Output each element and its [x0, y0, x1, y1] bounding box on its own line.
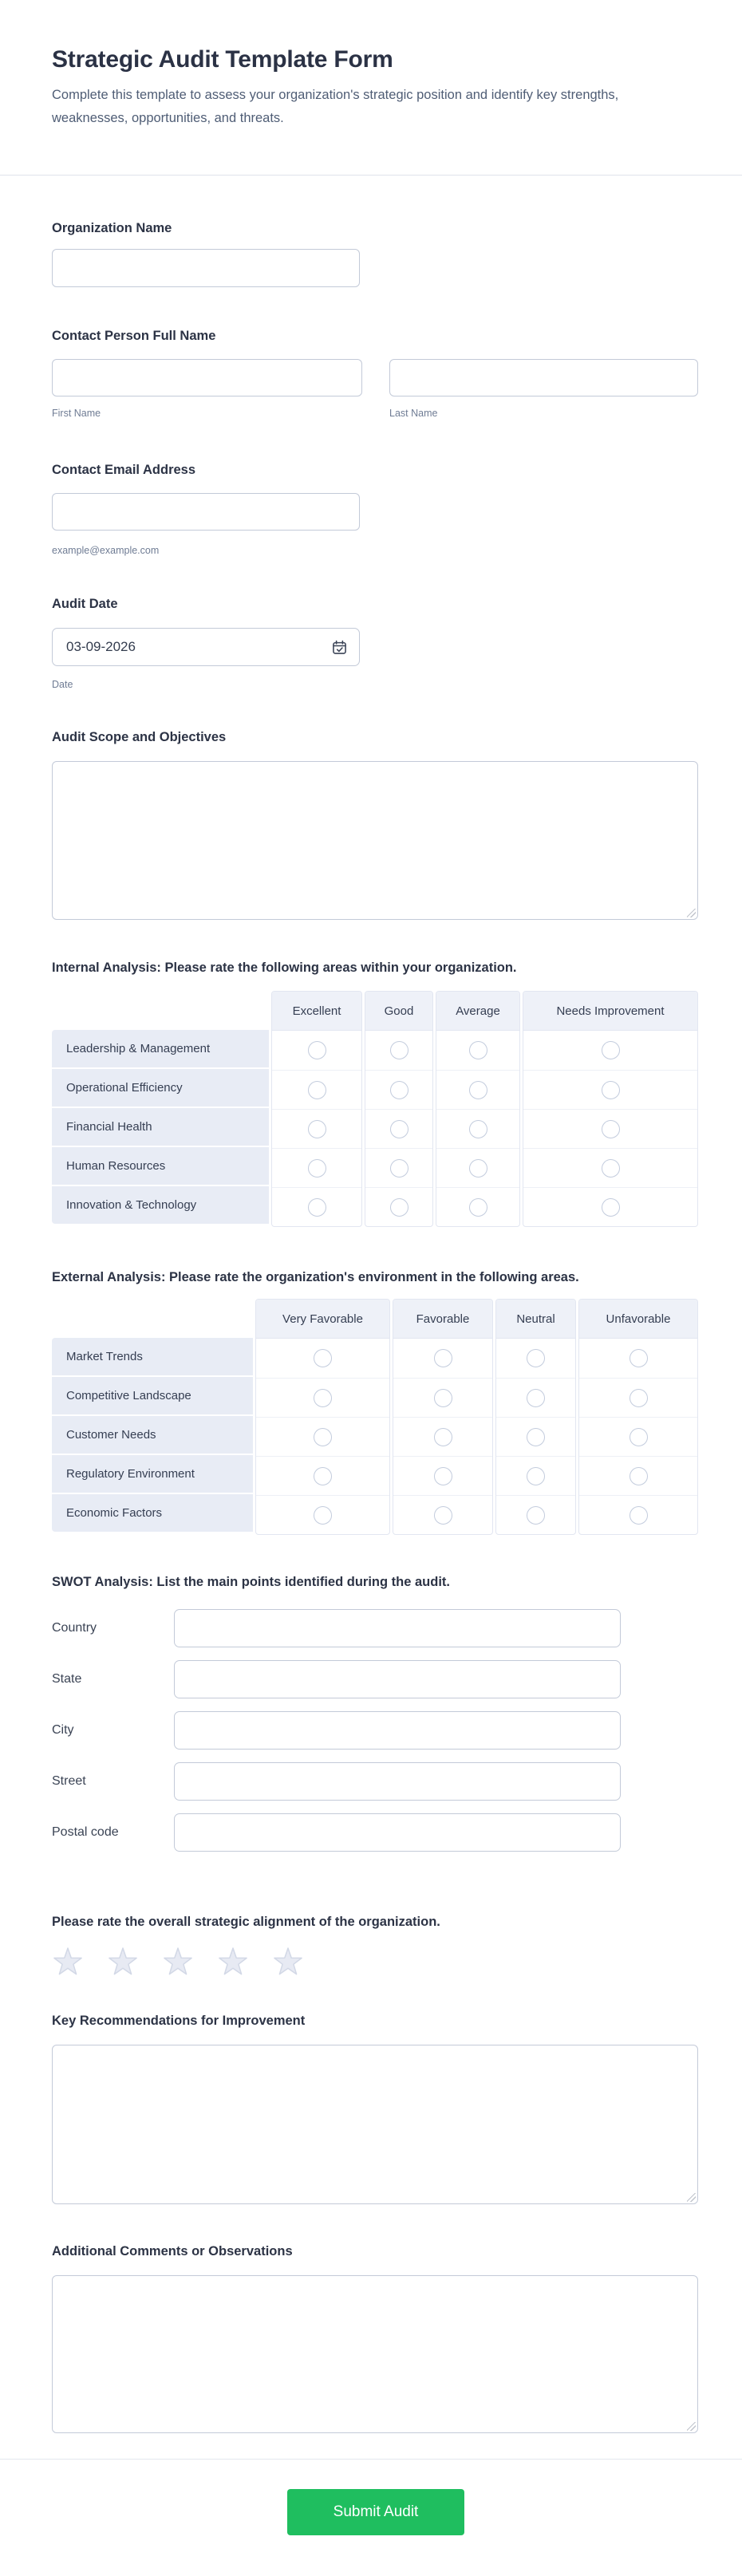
star-icon[interactable] — [53, 1947, 83, 1976]
star-icon[interactable] — [218, 1947, 248, 1976]
last-name-input[interactable] — [389, 359, 698, 396]
radio-external-economic-unfavorable[interactable] — [630, 1506, 648, 1525]
radio-internal-operational-average[interactable] — [469, 1081, 487, 1099]
radio-external-market-unfavorable[interactable] — [630, 1349, 648, 1367]
country-input[interactable] — [174, 1609, 621, 1647]
radio-internal-hr-needs-improvement[interactable] — [602, 1159, 620, 1178]
calendar-check-icon[interactable] — [331, 639, 348, 656]
external-row-label: Regulatory Environment — [52, 1455, 253, 1493]
radio-external-market-very-favorable[interactable] — [314, 1349, 332, 1367]
external-row-label: Economic Factors — [52, 1494, 253, 1532]
radio-external-regulatory-unfavorable[interactable] — [630, 1467, 648, 1485]
external-column-header: Unfavorable — [579, 1300, 697, 1339]
internal-row-label: Leadership & Management — [52, 1030, 269, 1067]
internal-column-header: Excellent — [272, 992, 361, 1031]
last-name-sublabel: Last Name — [389, 408, 438, 419]
radio-external-competitive-unfavorable[interactable] — [630, 1389, 648, 1407]
star-icon[interactable] — [108, 1947, 138, 1976]
radio-internal-leadership-needs-improvement[interactable] — [602, 1041, 620, 1059]
radio-internal-financial-needs-improvement[interactable] — [602, 1120, 620, 1138]
internal-column-header: Average — [436, 992, 519, 1031]
swot-row-city — [52, 1711, 698, 1750]
radio-external-customer-neutral[interactable] — [527, 1428, 545, 1446]
swot-row-postal-code — [52, 1813, 698, 1852]
contact-email-input[interactable] — [52, 493, 360, 531]
radio-external-competitive-favorable[interactable] — [434, 1389, 452, 1407]
star-rating — [53, 1947, 303, 1976]
internal-row-label: Human Resources — [52, 1147, 269, 1185]
external-row-label: Market Trends — [52, 1338, 253, 1375]
radio-external-regulatory-very-favorable[interactable] — [314, 1467, 332, 1485]
external-column-very-favorable — [255, 1299, 390, 1535]
internal-column-excellent — [271, 991, 362, 1227]
internal-row-label: Financial Health — [52, 1108, 269, 1146]
external-row-label: Customer Needs — [52, 1416, 253, 1454]
city-label: City — [52, 1723, 74, 1737]
swot-row-state — [52, 1660, 698, 1698]
country-label: Country — [52, 1621, 97, 1635]
internal-column-header: Good — [365, 992, 432, 1031]
star-icon[interactable] — [163, 1947, 193, 1976]
radio-external-economic-neutral[interactable] — [527, 1506, 545, 1525]
city-input[interactable] — [174, 1711, 621, 1750]
key-recommendations-textarea[interactable] — [52, 2045, 698, 2204]
radio-internal-hr-excellent[interactable] — [308, 1159, 326, 1178]
radio-internal-innovation-needs-improvement[interactable] — [602, 1198, 620, 1217]
internal-column-good — [365, 991, 433, 1227]
external-column-favorable — [393, 1299, 493, 1535]
submit-audit-button[interactable]: Submit Audit — [287, 2489, 464, 2535]
radio-external-customer-unfavorable[interactable] — [630, 1428, 648, 1446]
radio-external-market-neutral[interactable] — [527, 1349, 545, 1367]
audit-date-input[interactable] — [52, 628, 360, 666]
rating-prompt: Please rate the overall strategic alignment of the organization. — [52, 1915, 440, 1929]
internal-column-needs-improvement — [523, 991, 698, 1227]
state-label: State — [52, 1672, 82, 1686]
radio-external-economic-very-favorable[interactable] — [314, 1506, 332, 1525]
radio-internal-leadership-good[interactable] — [390, 1041, 408, 1059]
radio-internal-hr-good[interactable] — [390, 1159, 408, 1178]
radio-internal-leadership-excellent[interactable] — [308, 1041, 326, 1059]
page-subtitle: Complete this template to assess your organization's strategic position and identify key strengths, weaknesses, opportunities, and threats. — [52, 88, 619, 125]
radio-external-competitive-very-favorable[interactable] — [314, 1389, 332, 1407]
radio-internal-operational-good[interactable] — [390, 1081, 408, 1099]
contact-email-label: Contact Email Address — [52, 463, 196, 477]
radio-external-customer-very-favorable[interactable] — [314, 1428, 332, 1446]
radio-external-regulatory-neutral[interactable] — [527, 1467, 545, 1485]
organization-name-input[interactable] — [52, 249, 360, 287]
external-column-header: Neutral — [496, 1300, 575, 1339]
audit-date-label: Audit Date — [52, 597, 118, 611]
street-input[interactable] — [174, 1762, 621, 1801]
external-column-header: Very Favorable — [256, 1300, 389, 1339]
swot-row-street — [52, 1762, 698, 1801]
email-example-sublabel: example@example.com — [52, 545, 160, 556]
audit-date-value: 03-09-2026 — [66, 639, 136, 654]
radio-internal-innovation-average[interactable] — [469, 1198, 487, 1217]
additional-comments-textarea[interactable] — [52, 2275, 698, 2433]
audit-scope-textarea[interactable] — [52, 761, 698, 920]
radio-internal-operational-excellent[interactable] — [308, 1081, 326, 1099]
radio-internal-leadership-average[interactable] — [469, 1041, 487, 1059]
radio-external-economic-favorable[interactable] — [434, 1506, 452, 1525]
internal-column-average — [436, 991, 520, 1227]
external-column-header: Favorable — [393, 1300, 492, 1339]
additional-comments-label: Additional Comments or Observations — [52, 2244, 293, 2258]
first-name-sublabel: First Name — [52, 408, 101, 419]
street-label: Street — [52, 1774, 86, 1788]
internal-column-header: Needs Improvement — [523, 992, 697, 1031]
internal-matrix-row-labels — [52, 1030, 269, 1224]
swot-row-country — [52, 1609, 698, 1647]
radio-external-market-favorable[interactable] — [434, 1349, 452, 1367]
radio-external-regulatory-favorable[interactable] — [434, 1467, 452, 1485]
internal-analysis-title: Internal Analysis: Please rate the following areas within your organization. — [52, 961, 517, 975]
radio-internal-financial-excellent[interactable] — [308, 1120, 326, 1138]
radio-internal-financial-good[interactable] — [390, 1120, 408, 1138]
external-matrix-row-labels — [52, 1338, 253, 1532]
external-row-label: Competitive Landscape — [52, 1377, 253, 1414]
audit-scope-label: Audit Scope and Objectives — [52, 730, 227, 744]
postal-code-input[interactable] — [174, 1813, 621, 1852]
page-title: Strategic Audit Template Form — [52, 46, 393, 73]
key-recommendations-label: Key Recommendations for Improvement — [52, 2014, 306, 2028]
radio-external-customer-favorable[interactable] — [434, 1428, 452, 1446]
radio-internal-financial-average[interactable] — [469, 1120, 487, 1138]
radio-internal-innovation-good[interactable] — [390, 1198, 408, 1217]
postal-code-label: Postal code — [52, 1825, 119, 1839]
state-input[interactable] — [174, 1660, 621, 1698]
radio-external-competitive-neutral[interactable] — [527, 1389, 545, 1407]
radio-internal-innovation-excellent[interactable] — [308, 1198, 326, 1217]
date-sublabel: Date — [52, 679, 73, 690]
organization-name-label: Organization Name — [52, 221, 172, 235]
star-icon[interactable] — [273, 1947, 303, 1976]
header-divider — [0, 175, 742, 176]
internal-row-label: Innovation & Technology — [52, 1186, 269, 1224]
radio-internal-hr-average[interactable] — [469, 1159, 487, 1178]
first-name-input[interactable] — [52, 359, 362, 396]
external-column-neutral — [495, 1299, 576, 1535]
external-column-unfavorable — [578, 1299, 698, 1535]
swot-analysis-title: SWOT Analysis: List the main points identified during the audit. — [52, 1575, 450, 1589]
footer-divider — [0, 2459, 742, 2460]
contact-person-label: Contact Person Full Name — [52, 329, 216, 343]
radio-internal-operational-needs-improvement[interactable] — [602, 1081, 620, 1099]
external-analysis-title: External Analysis: Please rate the organization's environment in the following areas. — [52, 1270, 579, 1284]
internal-row-label: Operational Efficiency — [52, 1069, 269, 1107]
